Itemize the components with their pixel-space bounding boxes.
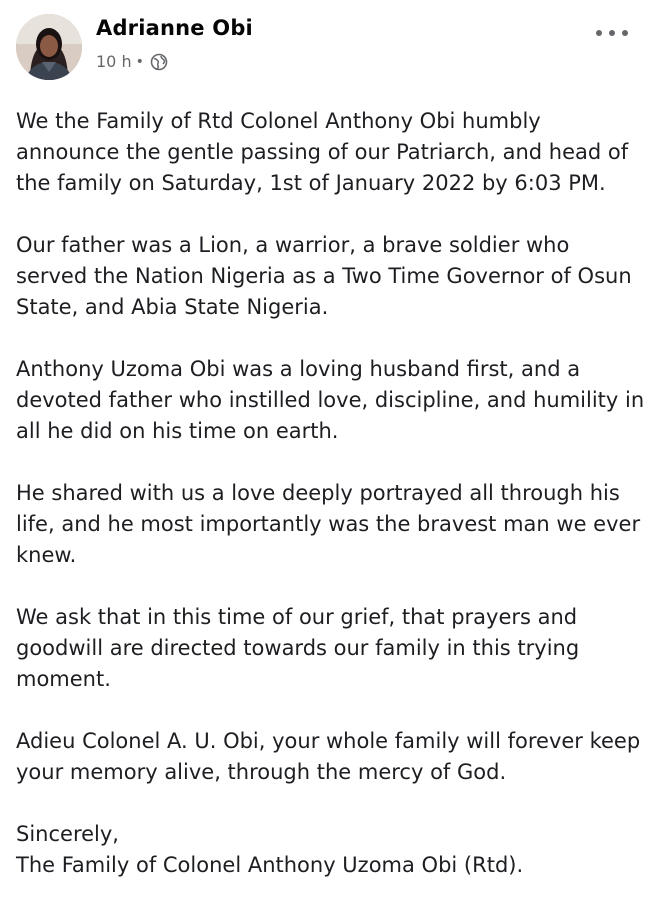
avatar-photo [16,14,82,80]
post-signoff [16,819,646,881]
meta-separator: • [135,53,144,70]
post-body [16,106,646,881]
signoff-text: Sincerely, [16,822,119,846]
post-paragraph: We ask that in this time of our grief, that prayers and goodwill are directed towards our family in this trying moment. [16,605,580,691]
post-meta [96,52,168,71]
author-name[interactable]: Adrianne Obi [96,16,253,40]
avatar[interactable] [16,14,82,80]
more-options-button[interactable] [596,22,628,44]
post-paragraph: Adieu Colonel A. U. Obi, your whole family will forever keep your memory alive, through the mercy of God. [16,729,641,784]
more-horizontal-icon [622,30,628,36]
more-horizontal-icon [596,30,602,36]
post-paragraph: Our father was a Lion, a warrior, a brave soldier who served the Nation Nigeria as a Two Time Governor of Osun State, and Abia State Nigeria. [16,233,632,319]
post-header [16,14,644,84]
post-paragraph: He shared with us a love deeply portrayed all through his life, and he most importantly was the bravest man we ever knew. [16,481,641,567]
post-paragraph: We the Family of Rtd Colonel Anthony Obi humbly announce the gentle passing of our Patriarch, and head of the family on Saturday, 1st of January 2022 by 6:03 PM. [16,109,629,195]
post-time[interactable]: 10 h [96,52,132,71]
post-paragraph: Anthony Uzoma Obi was a loving husband first, and a devoted father who instilled love, discipline, and humility in all he did on his time on earth. [16,357,645,443]
more-horizontal-icon [609,30,615,36]
globe-icon[interactable] [150,53,168,71]
signature-text: The Family of Colonel Anthony Uzoma Obi (Rtd). [16,853,524,877]
